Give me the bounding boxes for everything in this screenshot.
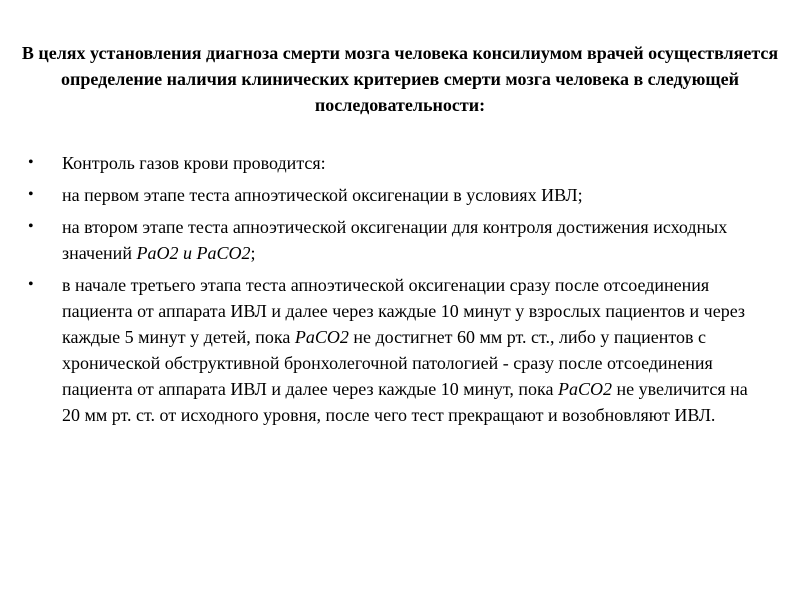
list-item-italic: PaCO2 — [294, 327, 349, 347]
list-item — [24, 182, 764, 208]
list-item-text: на первом этапе теста апноэтической оксигенации в условиях ИВЛ; — [62, 185, 583, 205]
list-item-italic: PaO2 и PaCO2 — [136, 243, 251, 263]
list-item-text: не увеличится на 20 мм рт. ст. от исходного уровня, после чего тест прекращают и возобновляют ИВЛ. — [62, 379, 748, 425]
list-item-text: Контроль газов крови проводится: — [62, 153, 326, 173]
bullet-icon: • — [28, 276, 34, 293]
list-item-italic: PaCO2 — [558, 379, 613, 399]
list-item-text: в начале третьего этапа теста апноэтической оксигенации сразу после отсоединения пациента от аппарата ИВЛ и далее через каждые 10 минут у взрослых пациентов и через каждые 5 минут у детей, пока — [62, 275, 746, 347]
bullet-icon: • — [28, 154, 34, 171]
list-item-text: ; — [250, 243, 256, 263]
list-item — [24, 272, 764, 428]
bullet-icon: • — [28, 218, 34, 235]
list-item — [24, 150, 764, 176]
slide-title: В целях установления диагноза смерти мозга человека консилиумом врачей осуществляется определение наличия клинических критериев смерти мозга человека в следующей последовательности: — [21, 43, 779, 115]
list-item-text: не достигнет 60 мм рт. ст., либо у пациентов с хронической обструктивной бронхолегочной патологией - сразу после отсоединения пациента от аппарата ИВЛ и далее через каждые 10 минут, пока — [62, 327, 713, 399]
bullet-list — [24, 150, 764, 434]
bullet-icon: • — [28, 186, 34, 203]
list-item-text: на втором этапе теста апноэтической оксигенации для контроля достижения исходных значений — [62, 217, 728, 263]
list-item — [24, 214, 764, 266]
